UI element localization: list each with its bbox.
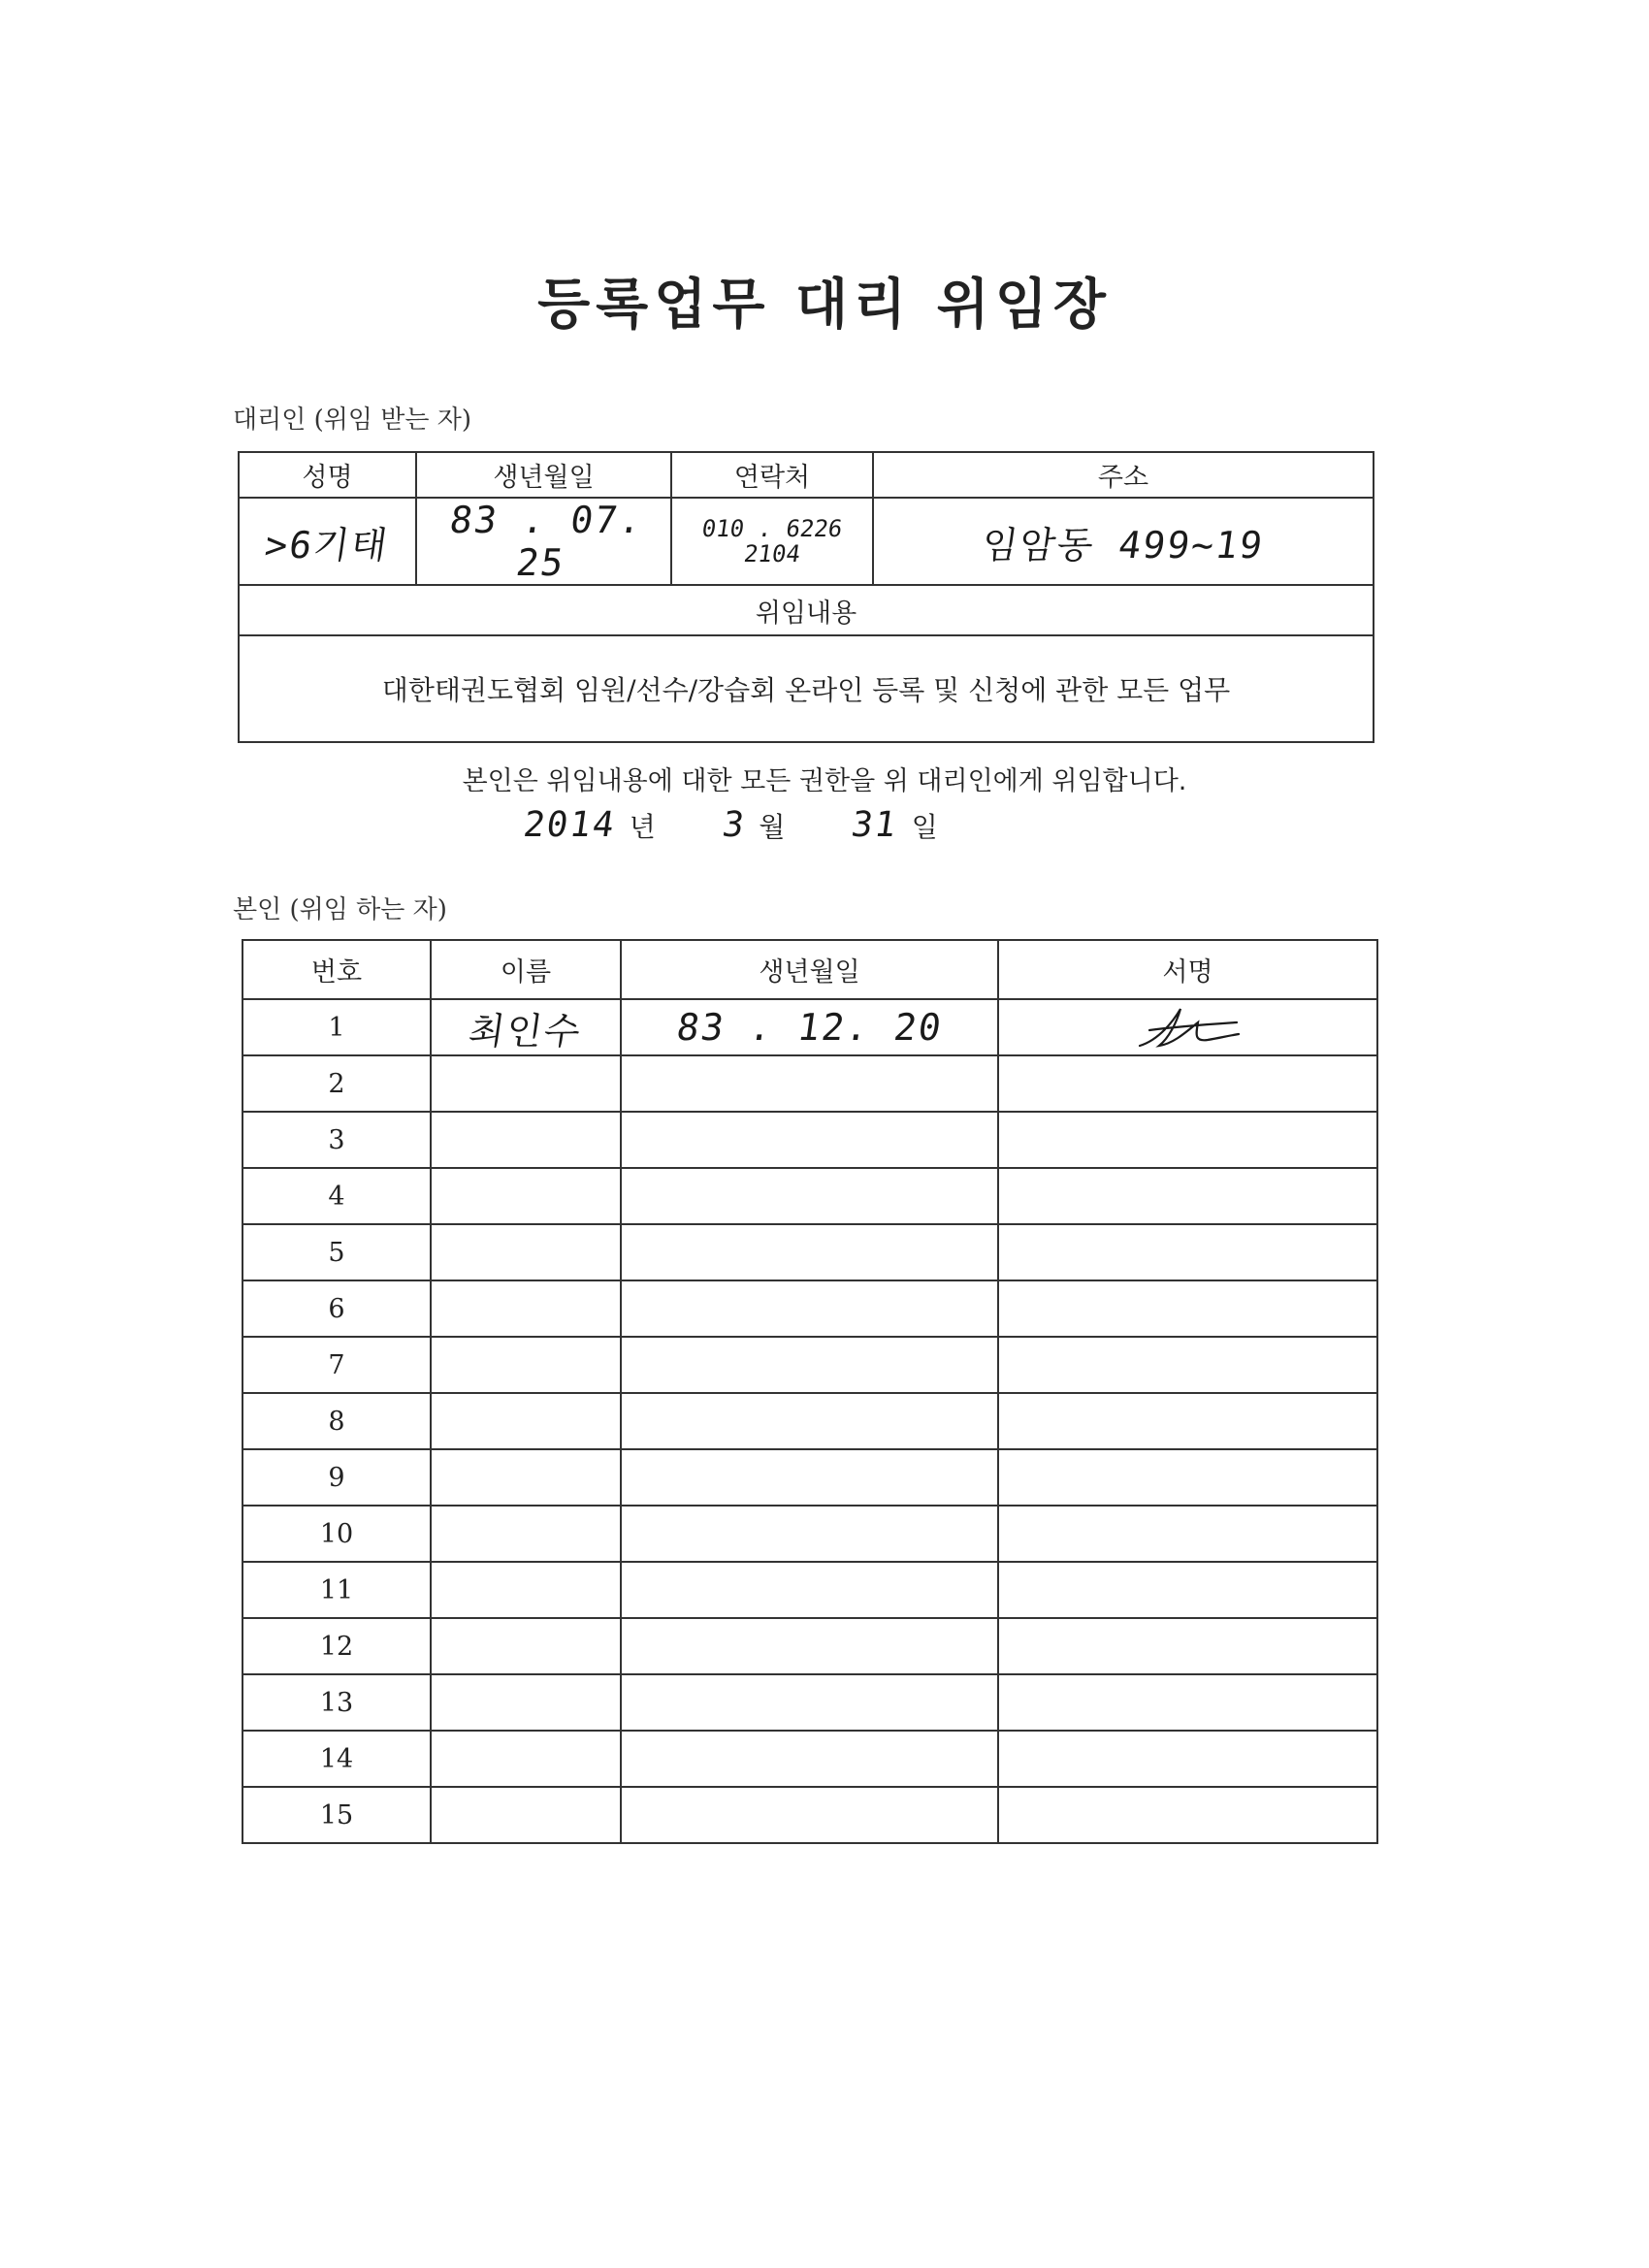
table-row bbox=[242, 1449, 1377, 1506]
row-birth-cell bbox=[621, 1506, 998, 1562]
row-signature-cell bbox=[998, 1224, 1377, 1280]
row-birth-cell bbox=[621, 1562, 998, 1618]
row-signature-cell bbox=[998, 1393, 1377, 1449]
agent-birth-cell bbox=[416, 498, 671, 585]
table-row bbox=[242, 1224, 1377, 1280]
row-name-cell bbox=[431, 1055, 621, 1112]
row-name-cell bbox=[431, 999, 621, 1055]
date-year: 2014 bbox=[521, 805, 619, 845]
row-number: 14 bbox=[319, 1743, 354, 1774]
table-row bbox=[242, 1280, 1377, 1337]
agent-birth: 83 . 07. 25 bbox=[446, 499, 647, 584]
row-number: 15 bbox=[319, 1799, 354, 1831]
row-signature-cell bbox=[998, 1731, 1377, 1787]
row-number: 3 bbox=[328, 1124, 345, 1155]
row-birth-cell bbox=[621, 1674, 998, 1731]
agent-name: >6기태 bbox=[262, 523, 392, 567]
row-signature-cell bbox=[998, 1787, 1377, 1843]
row-number-cell bbox=[242, 1393, 431, 1449]
row-name-cell bbox=[431, 1731, 621, 1787]
row-number-cell bbox=[242, 1618, 431, 1674]
row-number-cell bbox=[242, 1112, 431, 1168]
row-signature-cell bbox=[998, 1562, 1377, 1618]
row-number-cell bbox=[242, 1055, 431, 1112]
header-principal-birth: 생년월일 bbox=[621, 940, 998, 999]
row-signature-cell bbox=[998, 1112, 1377, 1168]
row-name-cell bbox=[431, 1168, 621, 1224]
row-name-cell bbox=[431, 1224, 621, 1280]
row-number: 5 bbox=[328, 1237, 345, 1268]
table-row bbox=[242, 1506, 1377, 1562]
row-number: 8 bbox=[328, 1406, 345, 1437]
row-name-cell bbox=[431, 1449, 621, 1506]
table-row bbox=[242, 999, 1377, 1055]
row-number-cell bbox=[242, 1280, 431, 1337]
header-number: 번호 bbox=[242, 940, 431, 999]
row-name-cell bbox=[431, 1506, 621, 1562]
row-number: 11 bbox=[319, 1574, 354, 1605]
agent-phone-line1: 010 . 6226 bbox=[699, 515, 845, 542]
row-number: 9 bbox=[328, 1462, 345, 1493]
row-number: 6 bbox=[328, 1293, 345, 1324]
delegation-header: 위임내용 bbox=[239, 585, 1374, 635]
row-number-cell bbox=[242, 1674, 431, 1731]
agent-phone-line2: 2104 bbox=[742, 540, 802, 567]
row-number: 2 bbox=[328, 1068, 345, 1099]
table-row bbox=[242, 1787, 1377, 1843]
row-number: 10 bbox=[319, 1518, 354, 1549]
row-number-cell bbox=[242, 1337, 431, 1393]
row-birth-cell bbox=[621, 1618, 998, 1674]
header-principal-name: 이름 bbox=[431, 940, 621, 999]
row-birth-cell bbox=[621, 1168, 998, 1224]
row-number-cell bbox=[242, 1224, 431, 1280]
agent-value-row bbox=[239, 498, 1374, 585]
row-signature-cell bbox=[998, 999, 1377, 1055]
date-day-unit: 일 bbox=[911, 811, 938, 843]
row-birth: 83 . 12. 20 bbox=[673, 1006, 946, 1049]
row-number-cell bbox=[242, 1787, 431, 1843]
row-birth-cell bbox=[621, 1280, 998, 1337]
header-address: 주소 bbox=[873, 452, 1374, 498]
row-number-cell bbox=[242, 1449, 431, 1506]
row-birth-cell bbox=[621, 1731, 998, 1787]
row-name-cell bbox=[431, 1280, 621, 1337]
row-name-cell bbox=[431, 1787, 621, 1843]
row-signature-cell bbox=[998, 1674, 1377, 1731]
row-name: 최인수 bbox=[466, 1009, 585, 1053]
delegation-content-row bbox=[239, 635, 1374, 742]
principal-header-row bbox=[242, 940, 1377, 999]
table-row bbox=[242, 1393, 1377, 1449]
agent-header-row bbox=[239, 452, 1374, 498]
delegation-statement: 본인은 위임내용에 대한 모든 권한을 위 대리인에게 위임합니다. bbox=[462, 766, 1187, 796]
date-month: 3 bbox=[719, 805, 749, 845]
row-name-cell bbox=[431, 1562, 621, 1618]
row-birth-cell bbox=[621, 1224, 998, 1280]
date-day: 31 bbox=[849, 805, 901, 845]
header-birth: 생년월일 bbox=[416, 452, 671, 498]
row-number: 13 bbox=[319, 1687, 354, 1718]
row-birth-cell bbox=[621, 1449, 998, 1506]
row-number: 7 bbox=[328, 1349, 345, 1380]
table-row bbox=[242, 1337, 1377, 1393]
row-birth-cell bbox=[621, 999, 998, 1055]
principal-table bbox=[242, 939, 1378, 1844]
agent-section-label: 대리인 (위임 받는 자) bbox=[233, 405, 472, 435]
row-birth-cell bbox=[621, 1055, 998, 1112]
row-name-cell bbox=[431, 1618, 621, 1674]
row-birth-cell bbox=[621, 1112, 998, 1168]
agent-table bbox=[238, 451, 1374, 743]
delegation-header-row bbox=[239, 585, 1374, 635]
row-signature-cell bbox=[998, 1506, 1377, 1562]
row-signature-cell bbox=[998, 1055, 1377, 1112]
table-row bbox=[242, 1055, 1377, 1112]
date-line bbox=[521, 805, 938, 845]
table-row bbox=[242, 1731, 1377, 1787]
header-signature: 서명 bbox=[998, 940, 1377, 999]
row-signature-cell bbox=[998, 1449, 1377, 1506]
header-name: 성명 bbox=[239, 452, 416, 498]
row-number: 12 bbox=[319, 1631, 354, 1662]
row-name-cell bbox=[431, 1112, 621, 1168]
row-number-cell bbox=[242, 1731, 431, 1787]
row-birth-cell bbox=[621, 1787, 998, 1843]
table-row bbox=[242, 1618, 1377, 1674]
document-title: 등록업무 대리 위임장 bbox=[537, 274, 1112, 337]
agent-address-cell bbox=[873, 498, 1374, 585]
row-signature-cell bbox=[998, 1280, 1377, 1337]
date-year-unit: 년 bbox=[629, 811, 656, 843]
agent-address: 임암동 499~19 bbox=[979, 523, 1267, 567]
table-row bbox=[242, 1168, 1377, 1224]
handwritten-signature bbox=[1130, 1001, 1246, 1053]
row-number-cell bbox=[242, 1168, 431, 1224]
row-name-cell bbox=[431, 1393, 621, 1449]
row-signature-cell bbox=[998, 1168, 1377, 1224]
principal-section-label: 본인 (위임 하는 자) bbox=[233, 895, 447, 924]
date-month-unit: 월 bbox=[759, 811, 786, 843]
row-signature-cell bbox=[998, 1337, 1377, 1393]
table-row bbox=[242, 1674, 1377, 1731]
row-number-cell bbox=[242, 999, 431, 1055]
row-number-cell bbox=[242, 1506, 431, 1562]
agent-phone-cell bbox=[671, 498, 873, 585]
agent-name-cell bbox=[239, 498, 416, 585]
delegation-content: 대한태권도협회 임원/선수/강습회 온라인 등록 및 신청에 관한 모든 업무 bbox=[239, 635, 1374, 742]
row-signature-cell bbox=[998, 1618, 1377, 1674]
row-number: 1 bbox=[328, 1012, 345, 1043]
row-name-cell bbox=[431, 1674, 621, 1731]
row-birth-cell bbox=[621, 1393, 998, 1449]
row-number-cell bbox=[242, 1562, 431, 1618]
table-row bbox=[242, 1112, 1377, 1168]
row-birth-cell bbox=[621, 1337, 998, 1393]
row-name-cell bbox=[431, 1337, 621, 1393]
row-number: 4 bbox=[328, 1181, 345, 1212]
header-contact: 연락처 bbox=[671, 452, 873, 498]
table-row bbox=[242, 1562, 1377, 1618]
